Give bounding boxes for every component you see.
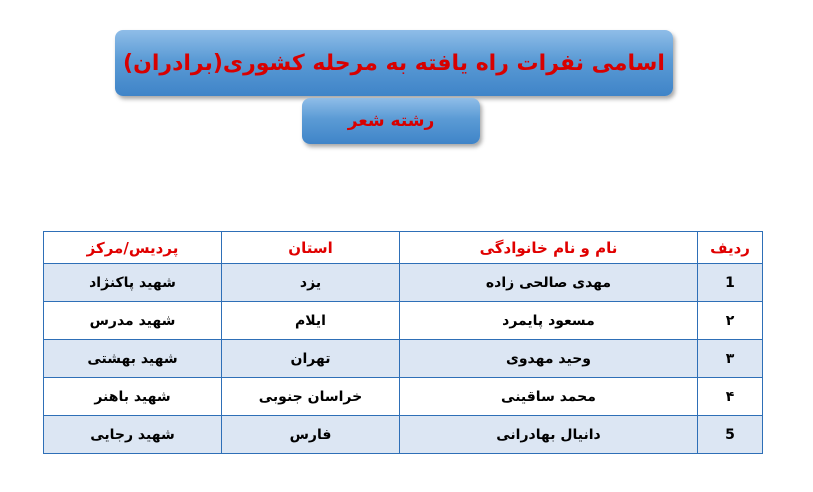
cell-full-name: دانیال بهادرانی	[400, 416, 698, 454]
cell-row-number: ۲	[698, 302, 763, 340]
cell-row-number: ۳	[698, 340, 763, 378]
table-row	[44, 378, 763, 416]
cell-full-name: مسعود پایمرد	[400, 302, 698, 340]
cell-full-name: مهدی صالحی زاده	[400, 264, 698, 302]
table-header-row	[44, 232, 763, 264]
cell-row-number: ۴	[698, 378, 763, 416]
cell-province: تهران	[222, 340, 400, 378]
cell-province: خراسان جنوبی	[222, 378, 400, 416]
cell-province: ایلام	[222, 302, 400, 340]
cell-row-number: 1	[698, 264, 763, 302]
cell-campus: شهید رجایی	[44, 416, 222, 454]
cell-row-number: 5	[698, 416, 763, 454]
header-campus: پردیس/مرکز	[44, 232, 222, 264]
cell-campus: شهید باهنر	[44, 378, 222, 416]
results-table	[43, 231, 763, 454]
table-row	[44, 416, 763, 454]
subtitle-banner	[302, 98, 480, 144]
page-subtitle: رشته شعر	[347, 111, 435, 131]
cell-province: فارس	[222, 416, 400, 454]
cell-campus: شهید پاکنژاد	[44, 264, 222, 302]
cell-full-name: محمد ساقینی	[400, 378, 698, 416]
page-title-banner	[115, 30, 673, 96]
table-row	[44, 264, 763, 302]
cell-campus: شهید مدرس	[44, 302, 222, 340]
header-full-name: نام و نام خانوادگی	[400, 232, 698, 264]
header-province: استان	[222, 232, 400, 264]
table-row	[44, 302, 763, 340]
cell-campus: شهید بهشتی	[44, 340, 222, 378]
cell-full-name: وحید مهدوی	[400, 340, 698, 378]
table-row	[44, 340, 763, 378]
header-row-number: ردیف	[698, 232, 763, 264]
cell-province: یزد	[222, 264, 400, 302]
page-title: اسامی نفرات راه یافته به مرحله کشوری(برادران)	[123, 50, 665, 76]
